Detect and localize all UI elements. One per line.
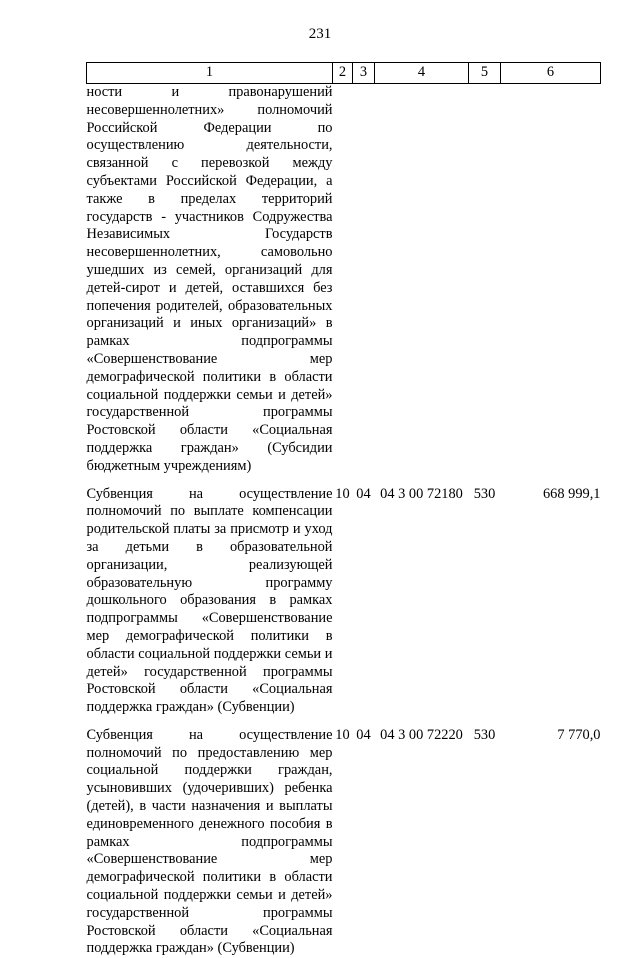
- column-header: 2: [333, 63, 353, 84]
- column-header: 3: [353, 63, 375, 84]
- section-code: 10: [335, 485, 350, 502]
- amount: [501, 84, 601, 476]
- page-number: 231: [308, 26, 332, 42]
- subsection-code: [353, 84, 375, 476]
- section-code: [333, 84, 353, 476]
- subsection-code: 04: [356, 726, 371, 743]
- column-header: 5: [469, 63, 501, 84]
- row-description: Субвенция на осуществление полномочий по предоставлению мер социальной поддержки граждан, усыновивших (удочеривших) ребенка (детей), в части назначения и выплаты единовременного денежного пособия в рамках подпрограммы «Совершенствование мер демографической политики в области социальной поддержки семьи и детей» государственной программы Ростовской области «Социальная поддержка граждан» (Субвенции): [86, 726, 333, 957]
- section-code: 10: [335, 726, 350, 743]
- table-header-row: [87, 63, 601, 84]
- expense-type-code: 530: [473, 726, 496, 743]
- table-row: [87, 84, 601, 476]
- subsection-code: 04: [356, 485, 371, 502]
- target-article-code: 04 3 00 72180: [380, 485, 463, 502]
- amount: 7 770,0: [557, 726, 601, 743]
- table-row: [87, 727, 601, 958]
- row-description: ности и правонарушений несовершеннолетних» полномочий Российской Федерации по осуществлению деятельности, связанной с перевозкой между субъектами Российской Федерации, а также в пределах территорий государств - участников Содружества Независимых Государств несовершеннолетних, самовольно ушедших из семей, организаций для детей-сирот и детей, оставшихся без попечения родителей, образовательных организаций и иных организаций» в рамках подпрограммы «Совершенствование мер демографической политики в области социальной поддержки семьи и детей» государственной программы Ростовской области «Социальная поддержка граждан» (Субсидии бюджетным учреждениям): [86, 84, 333, 474]
- amount: 668 999,1: [542, 485, 601, 502]
- column-header: 1: [87, 63, 333, 84]
- row-description: Субвенция на осуществление полномочий по выплате компенсации родительской платы за присмотр и уход за детьми в образовательной организации, реализующей образовательную программу дошкольного образования в рамках подпрограммы «Совершенствование мер демографической политики в области социальной поддержки семьи и детей» государственной программы Ростовской области «Социальная поддержка граждан» (Субвенции): [86, 485, 333, 716]
- expense-type-code: 530: [473, 485, 496, 502]
- budget-table: [86, 62, 601, 958]
- table-row: [87, 486, 601, 717]
- column-header: 6: [501, 63, 601, 84]
- target-article-code: [375, 84, 469, 476]
- expense-type-code: [469, 84, 501, 476]
- target-article-code: 04 3 00 72220: [380, 726, 463, 743]
- column-header: 4: [375, 63, 469, 84]
